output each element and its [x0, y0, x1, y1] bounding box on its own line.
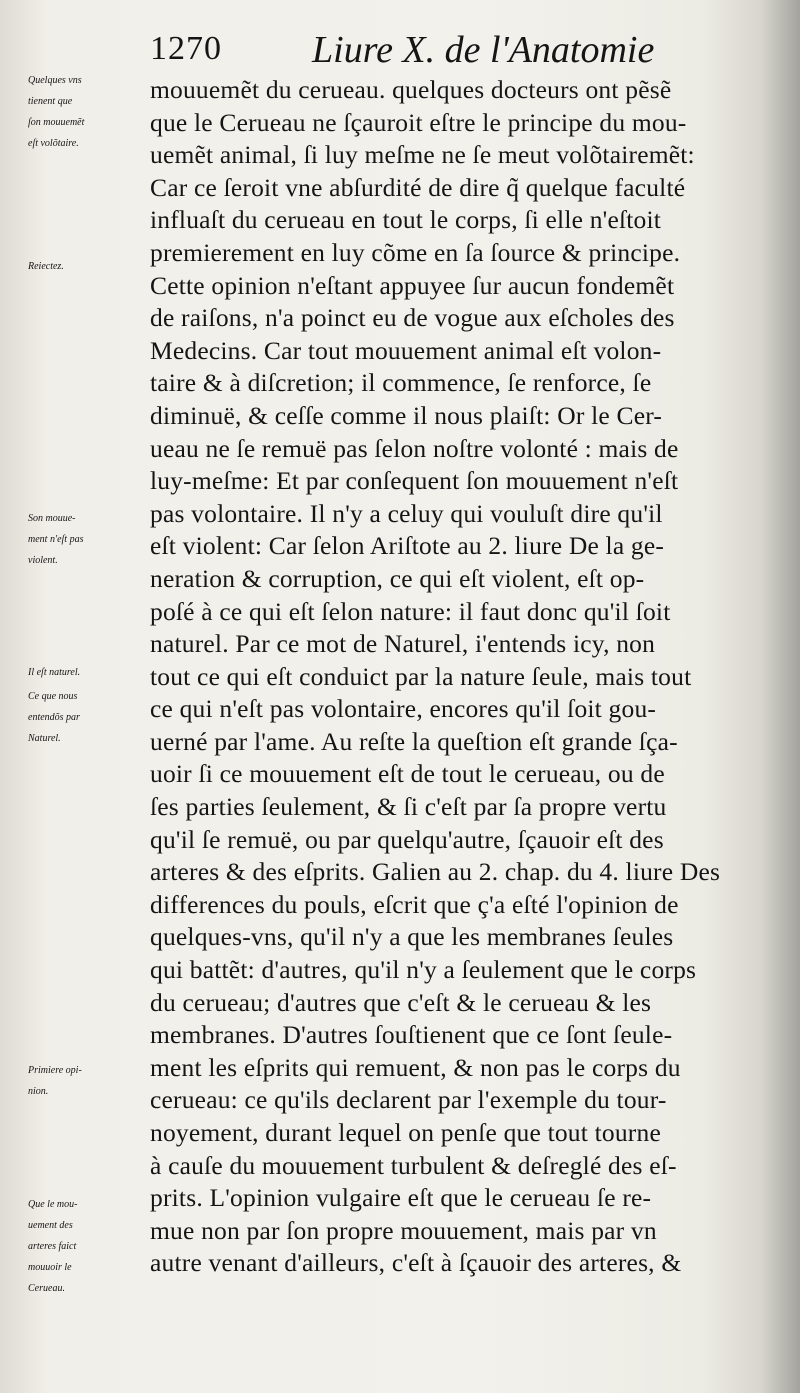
margin-note-line: Reiectez.: [28, 261, 64, 272]
text-line: neration & corruption, ce qui eſt violent, eſt op-: [150, 563, 645, 593]
text-line: uoir ſi ce mouuement eſt de tout le cerueau, ou de: [150, 759, 665, 789]
margin-note-line: Naturel.: [28, 733, 61, 744]
text-line: du cerueau; d'autres que c'eſt & le cerueau & les: [150, 987, 652, 1017]
text-line: taire & à diſcretion; il commence, ſe renforce, ſe: [150, 368, 652, 398]
margin-note-line: violent.: [28, 555, 58, 566]
margin-note-line: Son mouue-: [28, 513, 76, 524]
text-line: Medecins. Car tout mouuement animal eſt volon-: [150, 335, 662, 365]
text-line: diminuë, & ceſſe comme il nous plaiſt: Or le Cer-: [150, 400, 663, 430]
margin-note-line: mouuoir le: [28, 1262, 72, 1273]
text-line: premierement en luy cõme en ſa ſource & principe.: [150, 237, 681, 267]
text-line: quelques-vns, qu'il n'y a que les membranes ſeules: [150, 922, 674, 952]
margin-note: [28, 1060, 150, 1102]
margin-note-line: Il eſt naturel.: [28, 667, 81, 678]
margin-note-line: entendõs par: [28, 712, 80, 723]
margin-note-line: eſt volõtaire.: [28, 138, 79, 149]
text-line: uerné par l'ame. Au reſte la queſtion eſt grande ſça-: [150, 726, 678, 756]
text-line: arteres & des eſprits. Galien au 2. chap. du 4. liure Des: [150, 857, 721, 887]
text-line: ueau ne ſe remuë pas ſelon noſtre volonté : mais de: [150, 433, 679, 463]
margin-note-line: tienent que: [28, 96, 73, 107]
text-line: noyement, durant lequel on penſe que tout tourne: [150, 1118, 661, 1147]
margin-note-line: Cerueau.: [28, 1283, 65, 1294]
page-header: [150, 22, 655, 72]
text-line: qu'il ſe remuë, ou par quelqu'autre, ſçauoir eſt des: [150, 824, 664, 854]
text-line: Car ce ſeroit vne abſurdité de dire q̃ quelque faculté: [150, 172, 686, 202]
margin-note: [28, 1194, 150, 1299]
page-edge-shadow: [760, 0, 800, 1393]
text-line: naturel. Par ce mot de Naturel, i'entends icy, non: [150, 629, 656, 659]
margin-note-line: Que le mou-: [28, 1199, 78, 1210]
margin-note-line: Quelques vns: [28, 75, 82, 86]
text-line: autre venant d'ailleurs, c'eſt à ſçauoir des arteres, &: [150, 1248, 682, 1278]
text-line: ce qui n'eſt pas volontaire, encores qu'il ſoit gou-: [150, 694, 657, 724]
text-line: pas volontaire. Il n'y a celuy qui vouluſt dire qu'il: [150, 498, 663, 528]
text-line: Cette opinion n'eſtant appuyee ſur aucun fondemẽt: [150, 270, 675, 300]
text-line: prits. L'opinion vulgaire eſt que le cerueau ſe re-: [150, 1183, 652, 1213]
margin-note-line: nion.: [28, 1086, 49, 1097]
text-line: que le Cerueau ne ſçauroit eſtre le principe du mou-: [150, 107, 687, 137]
text-line: tout ce qui eſt conduict par la nature ſeule, mais tout: [150, 661, 692, 691]
margin-note-line: ment n'eſt pas: [28, 534, 84, 545]
margin-note-line: Ce que nous: [28, 691, 78, 702]
text-line: membranes. D'autres ſouſtienent que ce ſont ſeule-: [150, 1020, 673, 1050]
text-line: qui battẽt: d'autres, qu'il n'y a ſeulement que le corps: [150, 955, 697, 985]
text-line: luy-meſme: Et par conſequent ſon mouuement n'eſt: [150, 466, 679, 496]
text-line: eſt violent: Car ſelon Ariſtote au 2. liure De la ge-: [150, 531, 665, 561]
text-line: influaſt du cerueau en tout le corps, ſi elle n'eſtoit: [150, 205, 662, 235]
running-title: Liure X. de l'Anatomie: [312, 29, 655, 71]
margin-notes: [28, 0, 150, 1393]
margin-note: [28, 508, 150, 571]
text-line: mue non par ſon propre mouuement, mais par vn: [150, 1215, 657, 1245]
margin-note-line: uement des: [28, 1220, 73, 1231]
text-line: cerueau: ce qu'ils declarent par l'exemple du tour-: [150, 1085, 667, 1115]
margin-note: [28, 70, 150, 154]
margin-note: [28, 686, 150, 749]
text-line: differences du pouls, eſcrit que ç'a eſté l'opinion de: [150, 889, 679, 919]
margin-note-line: arteres faict: [28, 1241, 77, 1252]
main-text: [150, 74, 750, 1280]
margin-note: [28, 256, 150, 277]
margin-note-line: ſon mouuemẽt: [28, 117, 85, 128]
text-line: de raiſons, n'a poinct eu de vogue aux eſcholes des: [150, 303, 675, 333]
text-line: ment les eſprits qui remuent, & non pas le corps du: [150, 1052, 681, 1082]
text-line: uemẽt animal, ſi luy meſme ne ſe meut volõtairemẽt:: [150, 140, 695, 170]
page-number: 1270: [150, 30, 222, 67]
text-line: à cauſe du mouuement turbulent & deſreglé des eſ-: [150, 1150, 677, 1180]
text-line: ſes parties ſeulement, & ſi c'eſt par ſa propre vertu: [150, 792, 667, 822]
margin-note-line: Primiere opi-: [28, 1065, 82, 1076]
text-line: mouuemẽt du cerueau. quelques docteurs ont pẽsẽ: [150, 75, 672, 104]
text-line: poſé à ce qui eſt ſelon nature: il faut donc qu'il ſoit: [150, 596, 671, 626]
margin-note: [28, 662, 150, 683]
